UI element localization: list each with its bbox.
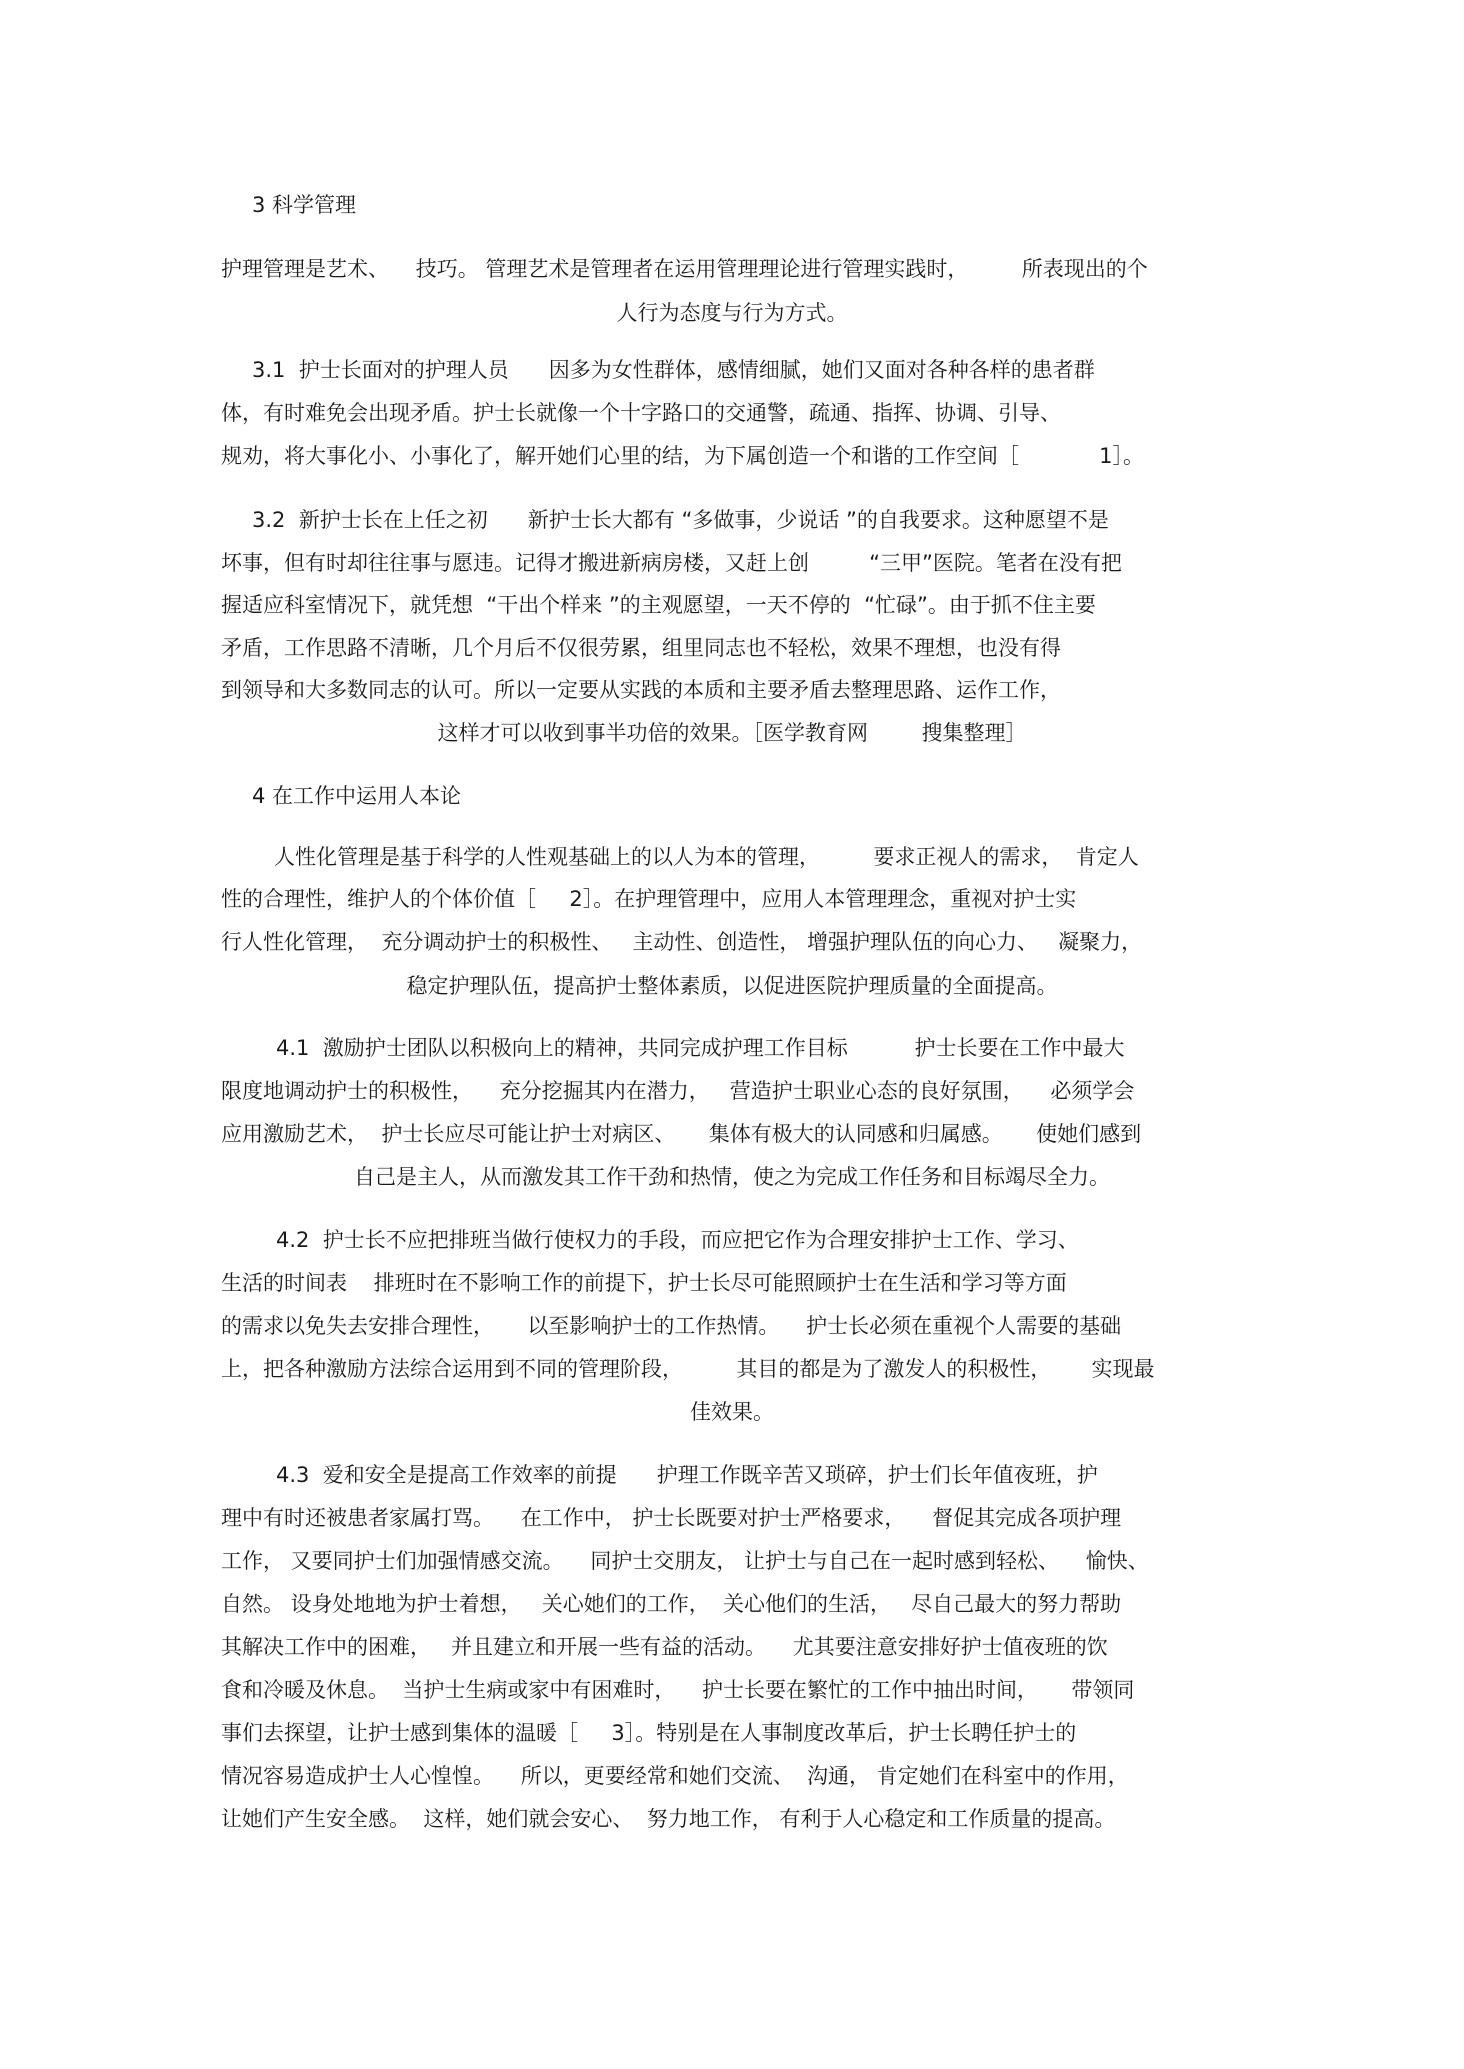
paragraph-line: 握适应科室情况下，就凭想 “干出个样来 ”的主观愿望，一天不停的 “忙碌”。由于抓不住主要 [221,593,1096,617]
paragraph-line: 矛盾，工作思路不清晰，几个月后不仅很劳累，组里同志也不轻松，效果不理想，也没有得 [221,636,1061,660]
paragraph-line: 人行为态度与行为方式。 [616,301,848,325]
section-3-heading: 3 科学管理 [252,193,357,217]
subsection-4-2-line: 4.2 护士长不应把排班当做行使权力的手段，而应把它作为合理安排护士工作、学习、 [276,1228,1079,1252]
subsection-3-1-line: 3.1 护士长面对的护理人员 因多为女性群体，感情细腻，她们又面对各种各样的患者群 [252,358,1095,382]
paragraph-line: 事们去探望，让护士感到集体的温暖［ 3］。特别是在人事制度改革后，护士长聘任护士的 [221,1721,1077,1745]
paragraph-line: 应用激励艺术， 护士长应尽可能让护士对病区、 集体有极大的认同感和归属感。 使她们感到 [221,1122,1142,1146]
paragraph-line: 体，有时难免会出现矛盾。护士长就像一个十字路口的交通警，疏通、指挥、协调、引导、 [221,401,1061,425]
paragraph-line: 理中有时还被患者家属打骂。 在工作中， 护士长既要对护士严格要求， 督促其完成各项护理 [221,1506,1122,1530]
paragraph-line: 生活的时间表 排班时在不影响工作的前提下，护士长尽可能照顾护士在生活和学习等方面 [221,1271,1067,1295]
paragraph-line: 规劝，将大事化小、小事化了，解开她们心里的结，为下属创造一个和谐的工作空间［ 1］。 [221,444,1144,468]
section-4-heading: 4 在工作中运用人本论 [252,784,462,808]
subsection-4-1-line: 4.1 激励护士团队以积极向上的精神，共同完成护理工作目标 护士长要在工作中最大 [276,1036,1125,1060]
paragraph-line: 这样才可以收到事半功倍的效果。［医学教育网 搜集整理］ [437,721,1027,745]
paragraph-line: 其解决工作中的困难， 并且建立和开展一些有益的活动。 尤其要注意安排好护士值夜班的饮 [221,1635,1108,1659]
paragraph-line: 上，把各种激励方法综合运用到不同的管理阶段， 其目的都是为了激发人的积极性， 实现最 [221,1357,1155,1381]
paragraph-line: 佳效果。 [690,1400,774,1424]
paragraph-line: 自己是主人，从而激发其工作干劲和热情，使之为完成工作任务和目标竭尽全力。 [354,1165,1110,1189]
subsection-4-3-line: 4.3 爱和安全是提高工作效率的前提 护理工作既辛苦又琐碎，护士们长年值夜班，护 [276,1463,1098,1487]
paragraph-line: 的需求以免失去安排合理性， 以至影响护士的工作热情。 护士长必须在重视个人需要的基础 [221,1314,1122,1338]
paragraph-line: 到领导和大多数同志的认可。所以一定要从实践的本质和主要矛盾去整理思路、运作工作， [221,678,1061,702]
paragraph-line: 性的合理性，维护人的个体价值［ 2］。在护理管理中，应用人本管理理念，重视对护士实 [221,887,1077,911]
paragraph-line: 情况容易造成护士人心惶惶。 所以，更要经常和她们交流、 沟通， 肯定她们在科室中的作用， [221,1764,1129,1788]
paragraph-line: 限度地调动护士的积极性， 充分挖掘其内在潜力， 营造护士职业心态的良好氛围， 必须学会 [221,1079,1135,1103]
subsection-3-2-line: 3.2 新护士长在上任之初 新护士长大都有 “多做事，少说话 ”的自我要求。这种愿望不是 [252,508,1109,532]
paragraph-line: 让她们产生安全感。 这样，她们就会安心、 努力地工作， 有利于人心稳定和工作质量的提高。 [221,1807,1116,1831]
paragraph-line: 坏事，但有时却往往事与愿违。记得才搬进新病房楼，又赶上创 “三甲”医院。笔者在没有把 [221,551,1122,575]
paragraph-line: 食和冷暖及休息。 当护士生病或家中有困难时， 护士长要在繁忙的工作中抽出时间， 带领同 [221,1678,1135,1702]
paragraph-line: 行人性化管理， 充分调动护士的积极性、 主动性、创造性， 增强护理队伍的向心力、 凝聚力， [221,930,1143,954]
paragraph-line: 自然。 设身处地地为护士着想， 关心她们的工作， 关心他们的生活， 尽自己最大的努力帮助 [221,1592,1122,1616]
paragraph-line: 人性化管理是基于科学的人性观基础上的以人为本的管理， 要求正视人的需求， 肯定人 [274,845,1139,869]
paragraph-line: 工作， 又要同护士们加强情感交流。 同护士交朋友， 让护士与自己在一起时感到轻松、 愉快、 [221,1549,1149,1573]
paragraph-line: 稳定护理队伍，提高护士整体素质，以促进医院护理质量的全面提高。 [406,974,1058,998]
paragraph-line: 护理管理是艺术、 技巧。 管理艺术是管理者在运用管理理论进行管理实践时， 所表现出的个 [221,257,1148,281]
